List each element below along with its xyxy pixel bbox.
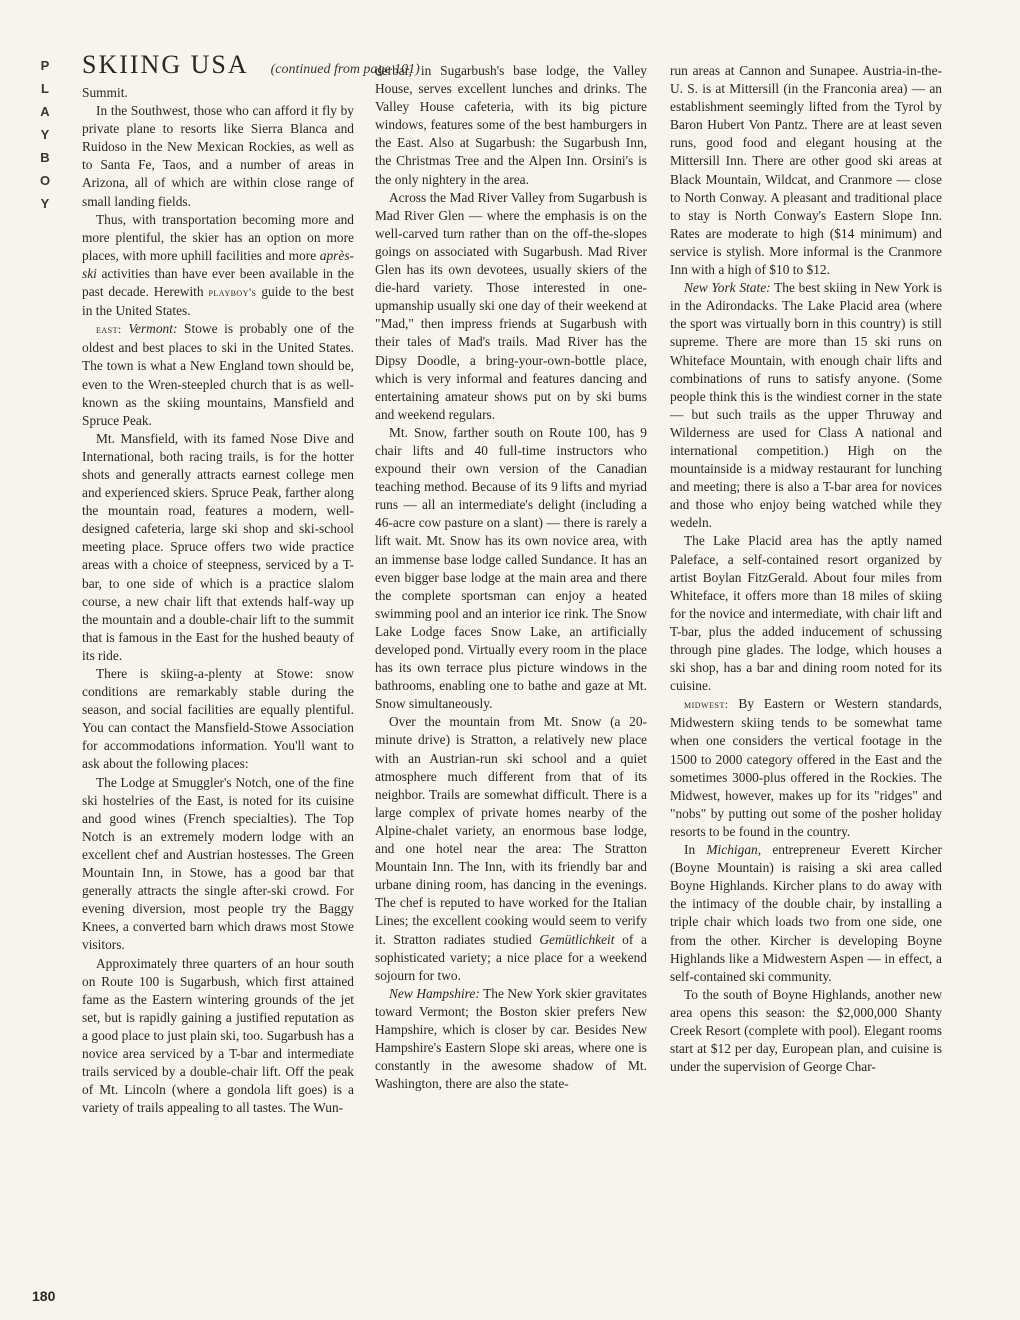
magazine-letter: Y	[40, 196, 50, 211]
magazine-name-vertical	[36, 54, 54, 215]
paragraph: east: Vermont: Stowe is probably one of the oldest and best places to ski in the United States. The town is what a New England town should be, even to the Wren-steepled church that is as well-known as the skiing mountains, Mansfield and Spruce Peak.	[82, 321, 354, 428]
column-2	[375, 62, 647, 1093]
magazine-letter: L	[41, 81, 49, 96]
magazine-letter: B	[40, 150, 50, 165]
paragraph: Approximately three quarters of an hour south on Route 100 is Sugarbush, which first attained fame as the Eastern wintering grounds of the jet set, but is rapidly gaining a justified reputation as a good place to just plain ski, too. Sugarbush has a novice area serviced by a T-bar and intermediate trails serviced by a double-chair lift. Off the peak of Mt. Lincoln (where a gondola lift goes) is a variety of trails appealing to all tastes. The Wun-	[82, 955, 354, 1116]
paragraph: In the Southwest, those who can afford it fly by private plane to resorts like Sierra Blanca and Ruidoso in the New Mexican Rockies, as well as to Santa Fe, Taos, and a number of areas in Arizona, all of which are within close range of small landing fields.	[82, 103, 354, 209]
magazine-letter: P	[40, 58, 50, 73]
region-label: east:	[96, 324, 122, 337]
paragraph: Summit.	[82, 85, 128, 100]
state-label: New York State:	[684, 280, 771, 296]
paragraph: Mt. Mansfield, with its famed Nose Dive and International, both racing trails, is for the hotter shots and generally attracts earnest college men and experienced skiers. Spruce Peak, farther along the mountain road, features a modern, well-designed cafeteria, large ski shop and ski-school meeting place. Spruce offers two wide practice areas with a choice of steepness, serviced by a T-bar, to one side of which is a practice slalom course, a new chair lift that extends half-way up the mountain and a double-chair lift to the summit that is famous in the East for the hushed beauty of its ride.	[82, 430, 354, 663]
state-label: Michigan,	[706, 842, 762, 858]
paragraph: run areas at Cannon and Sunapee. Austria-in-the-U. S. is at Mittersill (in the Franconia area) — an establishment seemingly lifted from the Tyrol by Baron Hubert Von Pantz. There are at least seven runs, good food and elegant housing at the Mittersill Inn. There are other good ski areas at Black Mountain, Wildcat, and Cranmore — close to North Conway. A pleasant and traditional place to stay is North Conway's Eastern Slope Inn. Rates are moderate to high ($14 minimum) and service is stylish. More informal is the Cranmore Inn with a high of $10 to $12.	[670, 63, 942, 278]
paragraph: In Michigan, entrepreneur Everett Kircher (Boyne Mountain) is raising a ski area called Boyne Highlands. Kircher plans to do away with the intimacy of the double chair, by installing a triple chair which loads two from one side, one from the other. Kircher is developing Boyne Highlands like a Midwestern Aspen — in effect, a self-contained ski community.	[670, 842, 942, 984]
paragraph: Thus, with transportation becoming more and more plentiful, the skier has an option on more places, with more uphill facilities and more après-ski activities than have ever been available in the past decade. Herewith playboy's guide to the best in the United States.	[82, 211, 354, 319]
paragraph: Mt. Snow, farther south on Route 100, has 9 chair lifts and 40 full-time instructors who expound their own version of the Canadian teaching method. Because of its 9 lifts and myriad runs — all an intermediate's delight (including a 46-acre cow pasture on a slant) — there is rarely a lift wait. Mt. Snow has its own novice area, with an immense base lodge called Sundance. It has an even bigger base lodge at the main area and there the complete sportsman can enjoy a heated swimming pool and an interior ice rink. The Snow Lake Lodge faces Snow Lake, an artificially developed pond. Virtually every room in the place has its own terrace plus picture windows in the bathrooms, enabling one to bathe and gaze at Mt. Snow simultaneously.	[375, 424, 647, 712]
paragraph: New Hampshire: The New York skier gravitates toward Vermont; the Boston skier prefers New Hampshire, which is closer by car. Besides New Hampshire's Eastern Slope ski areas, where one is constantly in the awesome shadow of Mt. Washington, there are also the state-	[375, 985, 647, 1092]
column-3	[670, 62, 942, 1076]
column-1	[82, 84, 354, 1117]
paragraph: Across the Mad River Valley from Sugarbush is Mad River Glen — where the emphasis is on the well-carved turn rather than on the off-the-slopes goings on associated with Sugarbush. Mad River Glen has its own devotees, usually skiers of the die-hard variety. Those interested in one-upmanship usually ski one day of their weekend at "Mad," then impress friends at Sugarbush with their tales of Mad's trails. Mad River has the Dipsy Doodle, a bring-your-own-bottle place, which is very informal and features dancing and entertaining amateur shows put on by ski bums and weekend regulars.	[375, 189, 647, 422]
paragraph: There is skiing-a-plenty at Stowe: snow conditions are remarkably stable during the season, and social facilities are equally plentiful. You can contact the Mansfield-Stowe Association for accommodations information. You'll want to ask about the following places:	[82, 666, 354, 772]
magazine-letter: A	[40, 104, 50, 119]
paragraph: Over the mountain from Mt. Snow (a 20-minute drive) is Stratton, a relatively new place with an Austrian-run ski school and a quiet atmosphere much different from that of its neighbor. Trails are somewhat difficult. There is a large complex of private homes nearby of the Alpine-chalet variety, an enormous base lodge, and one hotel near the area: The Stratton Mountain Inn. The Inn, with its friendly bar and urbane dining room, has dancing in the evenings. The chef is reputed to have worked for the Italian Lines; the excellent cooking would seem to verify it. Stratton radiates studied Gemütlichkeit of a sophisticated variety; a nice place for a weekend sojourn for two.	[375, 714, 647, 983]
article-header	[82, 50, 420, 80]
state-label: New Hampshire:	[389, 985, 480, 1001]
region-label: midwest:	[684, 699, 729, 712]
magazine-letter: Y	[40, 127, 50, 142]
paragraph: The Lake Placid area has the aptly named Paleface, a self-contained resort organized by artist Boylan FitzGerald. About four miles from Whiteface, it offers more than 18 miles of skiing for the novice and intermediate, with chair lift and T-bar, plus the added inducement of schussing through pine glades. The lodge, which houses a ski shop, has a bar and dining room noted for its cuisine.	[670, 533, 942, 694]
paragraph: derbar, in Sugarbush's base lodge, the Valley House, serves excellent lunches and drinks. The Valley House cafeteria, with its big picture windows, features some of the best hamburgers in the East. Also at Sugarbush: the Sugarbush Inn, the Christmas Tree and the Alpen Inn. Orsini's is the only nightery in the area.	[375, 63, 647, 187]
state-label: Vermont:	[128, 321, 178, 337]
continued-note: (continued from page 101)	[270, 62, 420, 77]
magazine-letter: O	[39, 173, 51, 188]
paragraph: The Lodge at Smuggler's Notch, one of the fine ski hostelries of the East, is noted for its cuisine and good wines (French specialties). The Top Notch is an extremely modern lodge with an excellent chef and Austrian hostesses. The Green Mountain Inn, in Stowe, has a good bar that generally attracts the single after-ski crowd. For evening diversion, most people try the Baggy Knees, a converted barn which draws most Stowe visitors.	[82, 774, 354, 953]
paragraph: midwest: By Eastern or Western standards, Midwestern skiing tends to be somewhat tame when one considers the vertical footage in the 1500 to 2000 category offered in the East and the sometimes 3000-plus offered in the Rockies. The Midwest, however, makes up for its "ridges" and "nobs" by putting out some of the posher holiday resorts to be found in the country.	[670, 696, 942, 839]
page-number: 180	[32, 1288, 56, 1304]
paragraph: New York State: The best skiing in New York is in the Adirondacks. The Lake Placid area (where the sport was virtually born in this country) is still supreme. There are more than 15 ski runs on Whiteface Mountain, with enough chair lifts and combinations of runs to satisfy anyone. (Some people think this is the windiest corner in the state — but such trails as the upper Thruway and Wilderness are used for Class A national and international competition.) High on the mountainside is a midway restaurant for lunching and meeting; there is also a T-bar area for novices and those who enjoy being watched while they wedeln.	[670, 280, 942, 531]
paragraph: To the south of Boyne Highlands, another new area opens this season: the $2,000,000 Shanty Creek Resort (complete with pool). Elegant rooms start at $12 per day, European plan, and cuisine is under the supervision of George Char-	[670, 986, 942, 1075]
article-title: SKIING USA	[82, 50, 249, 79]
